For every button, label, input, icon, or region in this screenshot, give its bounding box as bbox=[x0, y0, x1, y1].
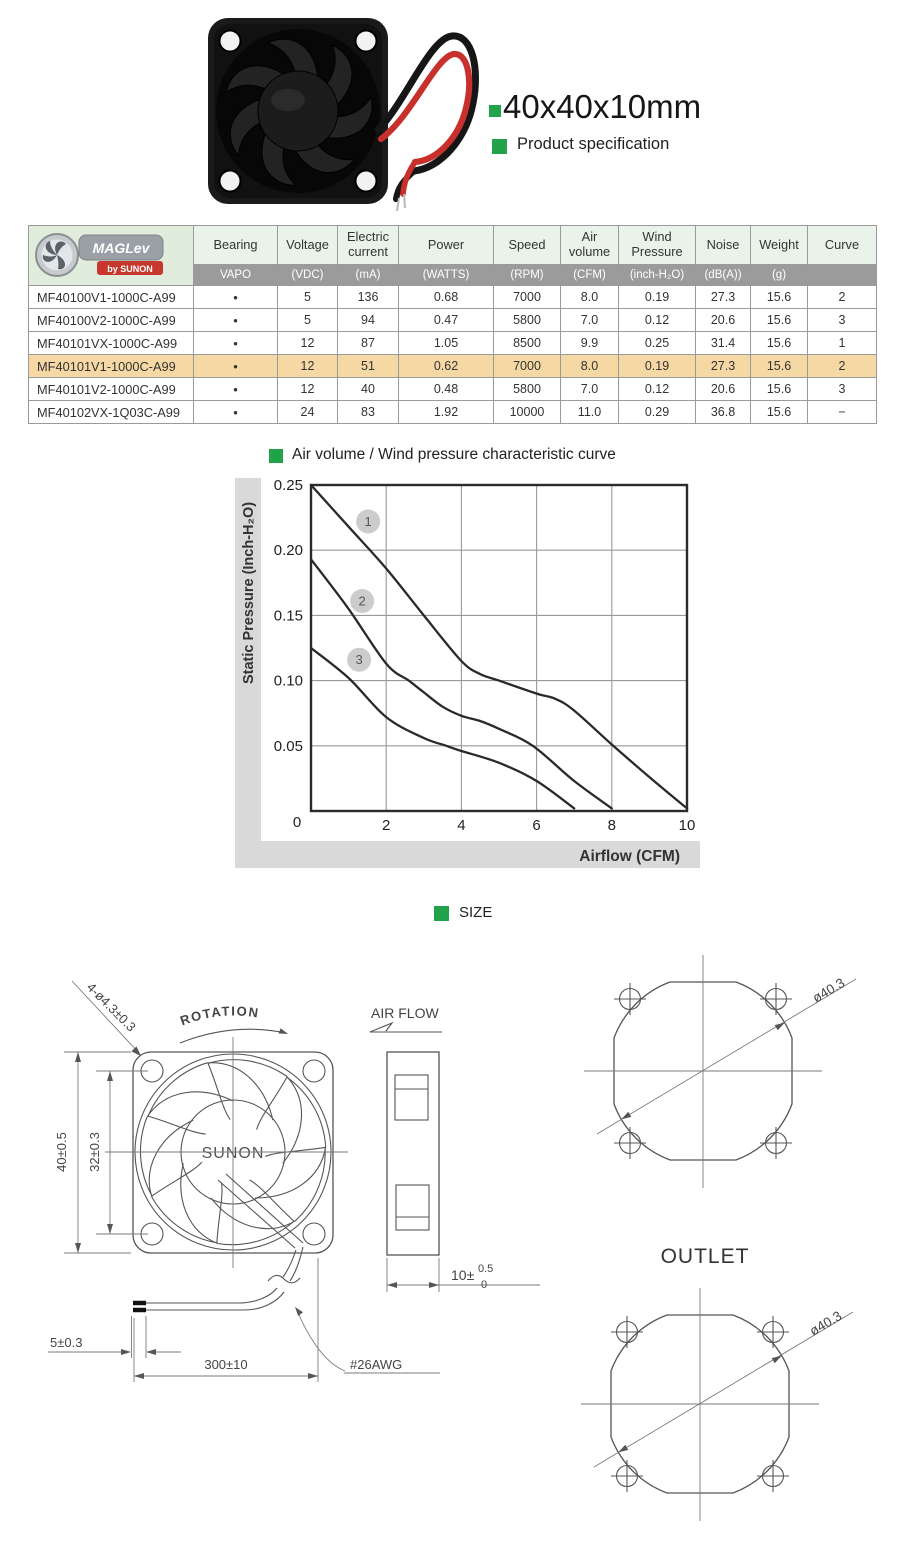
column-header: Wind Pressure bbox=[619, 226, 696, 265]
column-header: Curve bbox=[808, 226, 877, 265]
mounting-holes-label: 4-ø4.3±0.3 bbox=[83, 979, 139, 1035]
fan-hub bbox=[258, 71, 338, 151]
curve-badge-label: 2 bbox=[358, 593, 366, 609]
column-header: Speed bbox=[494, 226, 561, 265]
x-tick-label: 6 bbox=[532, 817, 541, 834]
table-cell: 0.19 bbox=[619, 286, 696, 309]
table-cell: − bbox=[808, 401, 877, 424]
outlet-title: OUTLET bbox=[660, 1245, 750, 1268]
thickness-lower-tol: 0 bbox=[481, 1279, 488, 1291]
table-cell: 27.3 bbox=[696, 355, 751, 378]
table-cell: 94 bbox=[338, 309, 399, 332]
table-row bbox=[29, 378, 877, 401]
table-cell: 15.6 bbox=[751, 286, 808, 309]
table-cell: 1.05 bbox=[399, 332, 494, 355]
characteristic-curve-chart bbox=[232, 470, 702, 870]
table-row bbox=[29, 401, 877, 424]
table-cell: 15.6 bbox=[751, 309, 808, 332]
page-subtitle: Product specification bbox=[517, 135, 670, 153]
column-unit: (inch-H₂O) bbox=[619, 265, 696, 286]
table-row bbox=[29, 309, 877, 332]
model-cell: MF40101V2-1000C-A99 bbox=[29, 378, 194, 401]
table-cell: 5 bbox=[278, 286, 338, 309]
rotation-label: ROTATION bbox=[178, 1003, 261, 1029]
airflow-label: AIR FLOW bbox=[371, 1005, 439, 1021]
table-cell: 2 bbox=[808, 355, 877, 378]
green-bullet-icon bbox=[489, 105, 501, 117]
table-cell: 8500 bbox=[494, 332, 561, 355]
table-cell: 7.0 bbox=[561, 309, 619, 332]
rotation-arrowhead bbox=[279, 1028, 288, 1034]
side-view-drawing bbox=[370, 1005, 540, 1292]
table-cell: 15.6 bbox=[751, 332, 808, 355]
table-cell: 0.29 bbox=[619, 401, 696, 424]
size-drawings bbox=[0, 940, 901, 1541]
table-cell: 9.9 bbox=[561, 332, 619, 355]
table-cell: • bbox=[194, 332, 278, 355]
table-cell: 31.4 bbox=[696, 332, 751, 355]
table-cell: 83 bbox=[338, 401, 399, 424]
wire-length-dim-label: 300±10 bbox=[204, 1357, 248, 1372]
column-unit: (RPM) bbox=[494, 265, 561, 286]
table-cell: 7.0 bbox=[561, 378, 619, 401]
table-cell: 12 bbox=[278, 378, 338, 401]
table-row bbox=[29, 355, 877, 378]
logo-sub-text: by SUNON bbox=[107, 264, 153, 274]
thickness-upper-tol: 0.5 bbox=[478, 1263, 494, 1275]
x-tick-label: 4 bbox=[457, 817, 466, 834]
table-cell: 8.0 bbox=[561, 286, 619, 309]
size-section-heading: SIZE bbox=[459, 904, 493, 921]
lead-wires bbox=[133, 1247, 303, 1310]
table-cell: 20.6 bbox=[696, 309, 751, 332]
table-cell: 15.6 bbox=[751, 401, 808, 424]
table-cell: • bbox=[194, 401, 278, 424]
maglev-logo bbox=[31, 228, 191, 282]
outlet-diameter-label: ø40.3 bbox=[806, 1308, 845, 1339]
hole-pitch-label: 32±0.3 bbox=[87, 1132, 102, 1172]
y-tick-label: 0.10 bbox=[273, 672, 303, 690]
table-cell: 0.48 bbox=[399, 378, 494, 401]
column-unit: (g) bbox=[751, 265, 808, 286]
column-header: Electric current bbox=[338, 226, 399, 265]
y-axis-label: Static Pressure (Inch-H₂O) bbox=[241, 501, 257, 685]
x-axis-label: Airflow (CFM) bbox=[579, 848, 680, 865]
column-unit: VAPO bbox=[194, 265, 278, 286]
table-cell: 0.47 bbox=[399, 309, 494, 332]
table-cell: 20.6 bbox=[696, 378, 751, 401]
table-cell: • bbox=[194, 355, 278, 378]
column-unit bbox=[808, 265, 877, 286]
table-cell: 7000 bbox=[494, 355, 561, 378]
table-cell: 5 bbox=[278, 309, 338, 332]
table-row bbox=[29, 286, 877, 309]
table-cell: 40 bbox=[338, 378, 399, 401]
model-cell: MF40101V1-1000C-A99 bbox=[29, 355, 194, 378]
column-header: Power bbox=[399, 226, 494, 265]
table-cell: 0.19 bbox=[619, 355, 696, 378]
table-cell: 8.0 bbox=[561, 355, 619, 378]
x-tick-label: 8 bbox=[607, 817, 616, 834]
column-header: Noise bbox=[696, 226, 751, 265]
table-cell: • bbox=[194, 378, 278, 401]
fan-wires bbox=[378, 36, 475, 211]
table-cell: 0.25 bbox=[619, 332, 696, 355]
table-cell: 0.68 bbox=[399, 286, 494, 309]
table-cell: • bbox=[194, 286, 278, 309]
thickness-dim-label: 10± bbox=[451, 1267, 475, 1283]
column-unit: (WATTS) bbox=[399, 265, 494, 286]
column-unit: (VDC) bbox=[278, 265, 338, 286]
fan-product-photo bbox=[200, 8, 490, 213]
table-cell: 27.3 bbox=[696, 286, 751, 309]
front-view-drawing bbox=[48, 980, 440, 1382]
table-row bbox=[29, 332, 877, 355]
chart-section-heading: Air volume / Wind pressure characteristic curve bbox=[292, 446, 616, 463]
table-cell: 136 bbox=[338, 286, 399, 309]
curve-badge-label: 1 bbox=[364, 514, 372, 530]
column-header: Weight bbox=[751, 226, 808, 265]
table-cell: 51 bbox=[338, 355, 399, 378]
column-header: Bearing bbox=[194, 226, 278, 265]
table-cell: 0.12 bbox=[619, 378, 696, 401]
y-tick-label: 0.05 bbox=[273, 737, 303, 755]
table-cell: 12 bbox=[278, 332, 338, 355]
curve-badge-label: 3 bbox=[355, 652, 363, 668]
table-cell: 2 bbox=[808, 286, 877, 309]
table-cell: 24 bbox=[278, 401, 338, 424]
table-cell: 0.12 bbox=[619, 309, 696, 332]
inlet-drawing bbox=[584, 940, 856, 1188]
table-cell: 12 bbox=[278, 355, 338, 378]
table-cell: 7000 bbox=[494, 286, 561, 309]
table-cell: 3 bbox=[808, 378, 877, 401]
model-cell: MF40101VX-1000C-A99 bbox=[29, 332, 194, 355]
x-tick-label: 2 bbox=[382, 817, 391, 834]
wire-strip-dim-label: 5±0.3 bbox=[50, 1335, 83, 1350]
table-cell: 36.8 bbox=[696, 401, 751, 424]
model-cell: MF40100V2-1000C-A99 bbox=[29, 309, 194, 332]
page-title: 40x40x10mm bbox=[503, 88, 702, 125]
outlet-drawing bbox=[581, 1245, 853, 1521]
column-unit: (dB(A)) bbox=[696, 265, 751, 286]
column-header: Air volume bbox=[561, 226, 619, 265]
wire-gauge-label: #26AWG bbox=[350, 1357, 403, 1372]
green-bullet-icon bbox=[434, 906, 449, 921]
table-cell: 15.6 bbox=[751, 355, 808, 378]
table-cell: 1.92 bbox=[399, 401, 494, 424]
table-cell: 11.0 bbox=[561, 401, 619, 424]
y-tick-label: 0.20 bbox=[273, 542, 303, 560]
table-cell: 1 bbox=[808, 332, 877, 355]
airflow-arrow bbox=[370, 1023, 442, 1032]
outer-dim-label: 40±0.5 bbox=[54, 1132, 69, 1172]
logo-brand-text: MAGLev bbox=[92, 240, 150, 256]
model-cell: MF40100V1-1000C-A99 bbox=[29, 286, 194, 309]
green-bullet-icon bbox=[492, 139, 507, 154]
table-cell: 87 bbox=[338, 332, 399, 355]
table-cell: 10000 bbox=[494, 401, 561, 424]
table-cell: 3 bbox=[808, 309, 877, 332]
hub-brand-text: SUNON bbox=[201, 1145, 265, 1162]
column-unit: (mA) bbox=[338, 265, 399, 286]
x-tick-label: 10 bbox=[678, 817, 696, 834]
green-bullet-icon bbox=[269, 449, 283, 463]
model-cell: MF40102VX-1Q03C-A99 bbox=[29, 401, 194, 424]
table-cell: 5800 bbox=[494, 309, 561, 332]
table-cell: 0.62 bbox=[399, 355, 494, 378]
y-tick-label: 0.25 bbox=[273, 477, 303, 494]
y-tick-label: 0.15 bbox=[273, 607, 303, 625]
table-cell: • bbox=[194, 309, 278, 332]
column-header: Voltage bbox=[278, 226, 338, 265]
x-tick-label: 0 bbox=[292, 814, 302, 831]
column-unit: (CFM) bbox=[561, 265, 619, 286]
table-cell: 5800 bbox=[494, 378, 561, 401]
inlet-diameter-label: ø40.3 bbox=[809, 975, 848, 1006]
table-cell: 15.6 bbox=[751, 378, 808, 401]
